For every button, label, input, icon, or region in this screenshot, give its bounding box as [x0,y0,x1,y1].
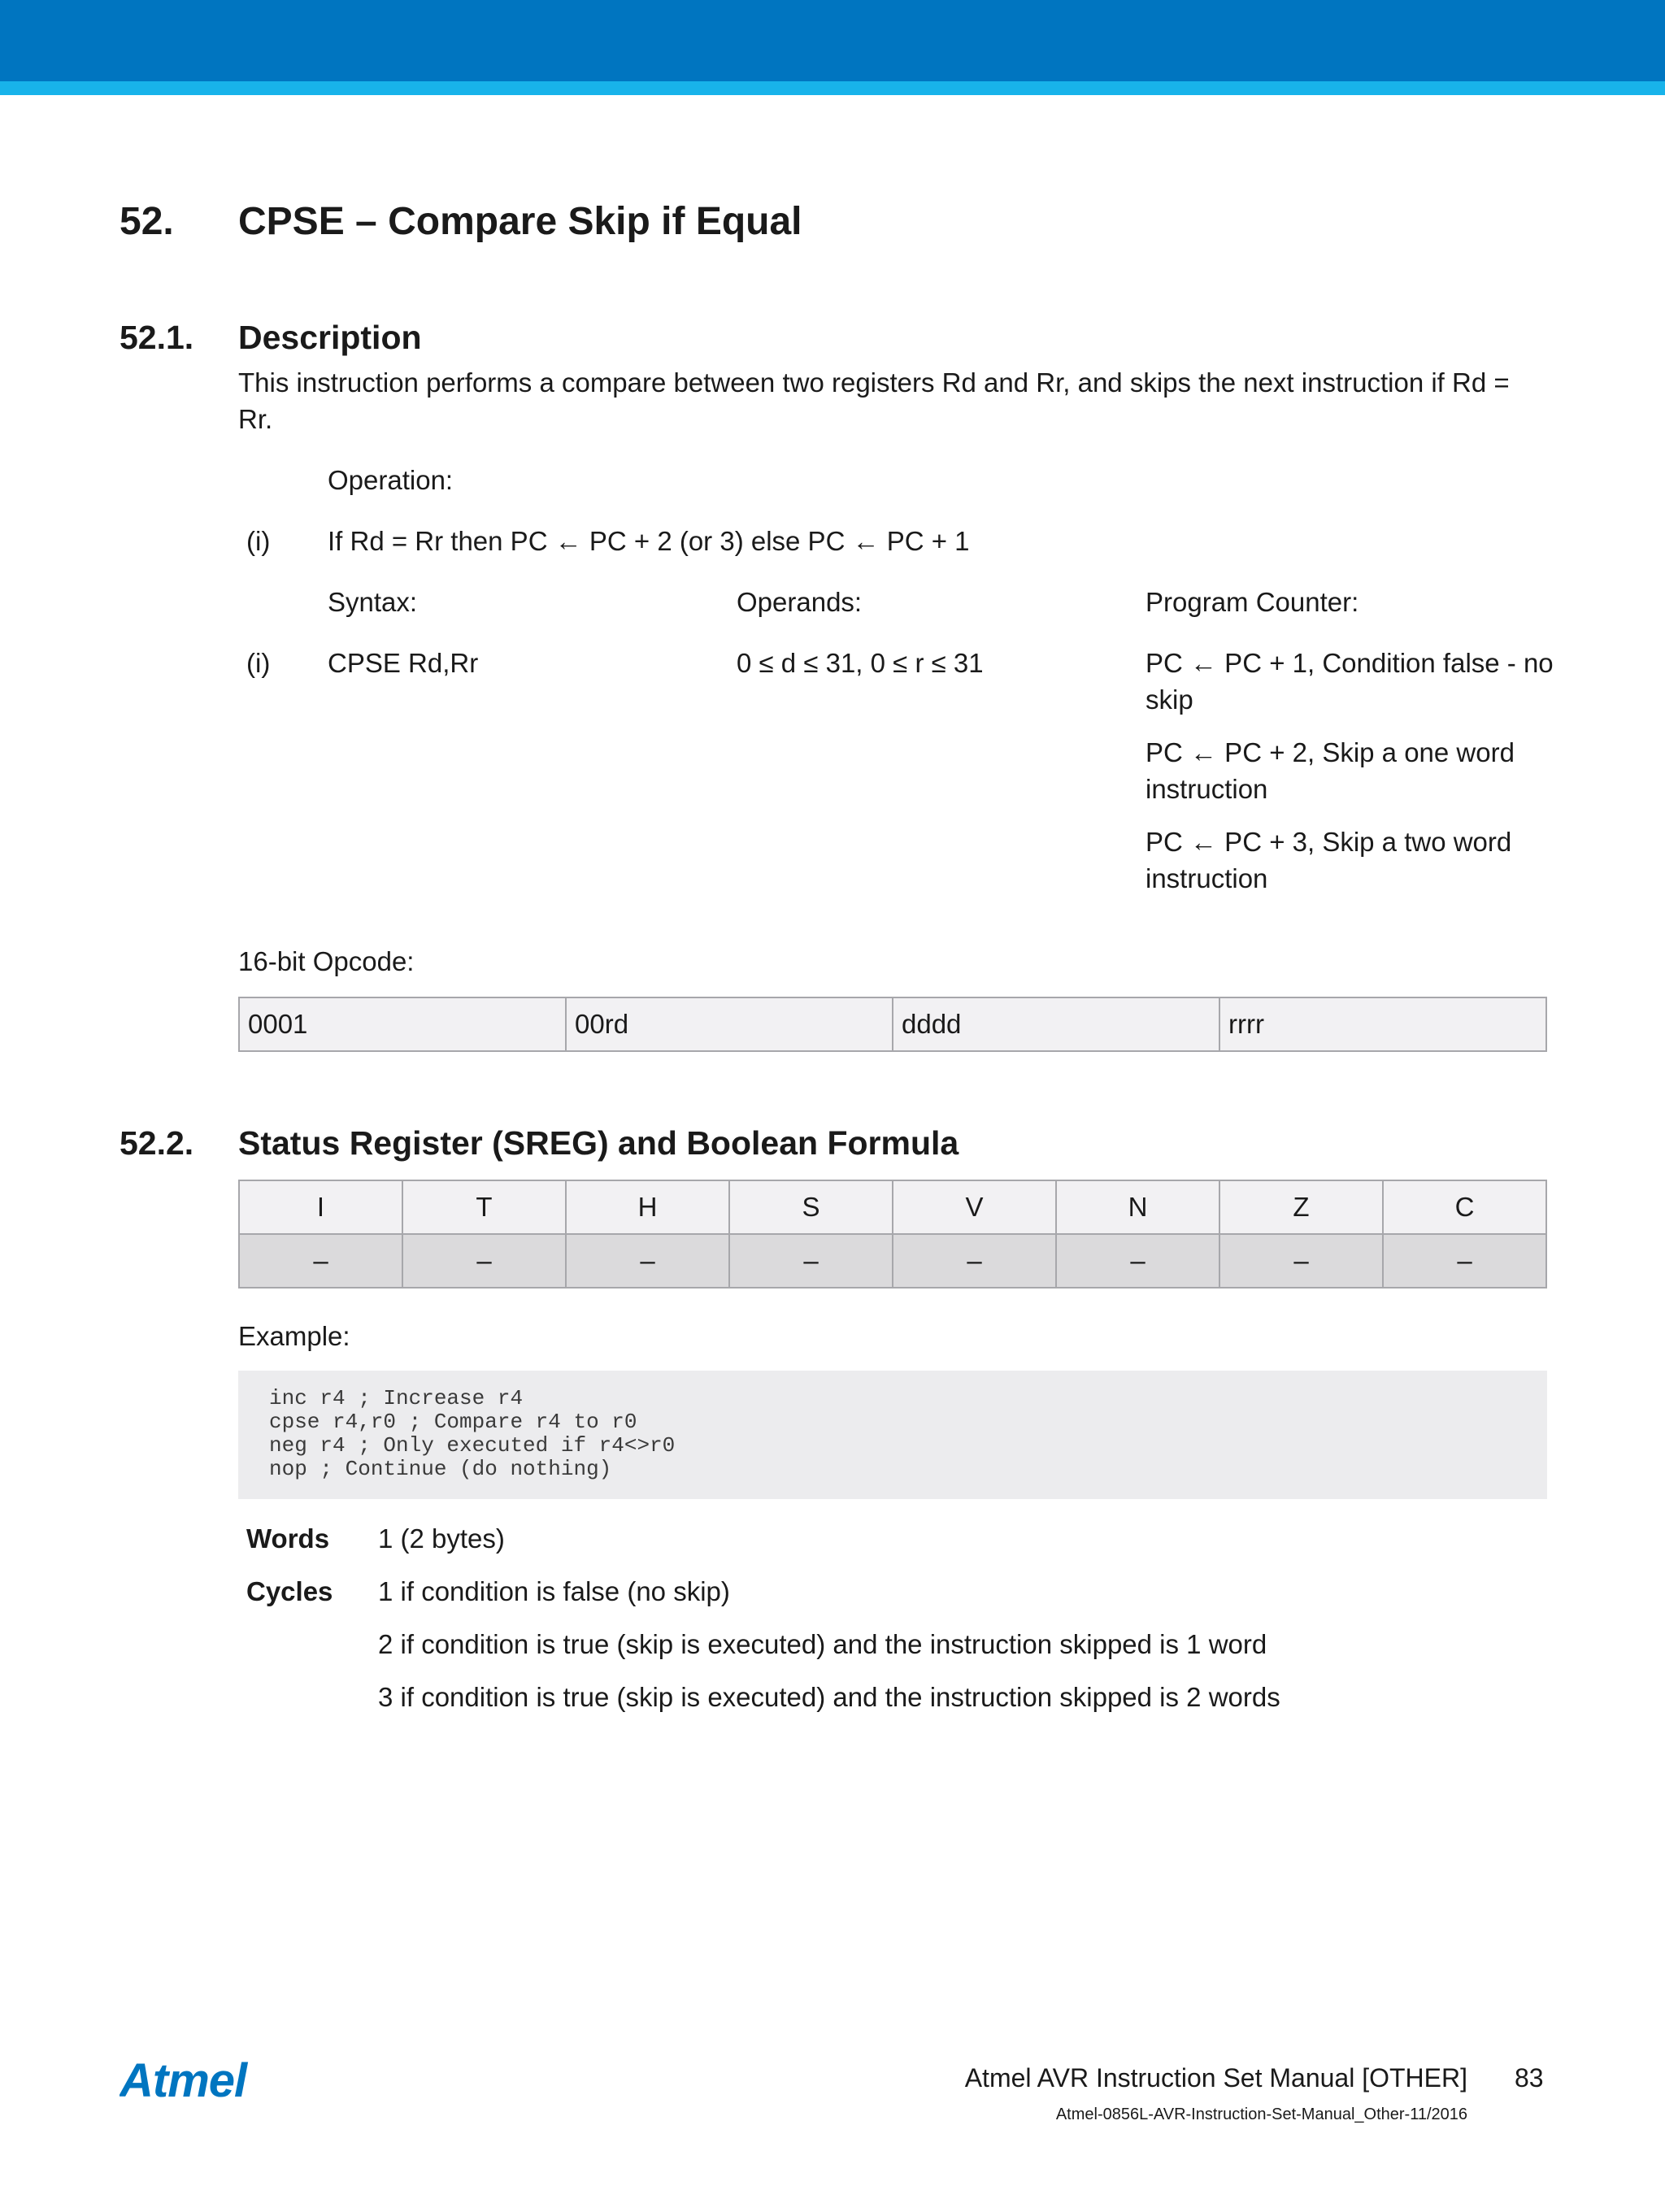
sreg-table [238,1180,1547,1289]
sreg-value-row [239,1234,1546,1288]
description-heading: Description [238,319,422,356]
operands-value: 0 ≤ d ≤ 31, 0 ≤ r ≤ 31 [737,648,984,678]
atmel-logo-mark [120,2054,282,2103]
opcode-table [238,997,1547,1052]
cycles-value: 1 if condition is false (no skip) [378,1576,730,1606]
opcode-label: 16-bit Opcode: [238,946,415,976]
program-counter-item: PC ← PC + 3, Skip a two word instruction [1146,827,1512,893]
code-line: cpse r4,r0 ; Compare r4 to r0 [269,1410,637,1434]
syntax-value: CPSE Rd,Rr [328,648,479,678]
program-counter-header: Program Counter: [1146,587,1359,617]
code-line: inc r4 ; Increase r4 [269,1386,524,1410]
sreg-flag-cell: H [566,1180,729,1234]
description-number: 52.1. [120,319,194,356]
operation-formula: If Rd = Rr then PC ← PC + 2 (or 3) else PC ← PC + 1 [328,526,970,556]
cycles-value: 2 if condition is true (skip is executed) and the instruction skipped is 1 word [378,1629,1267,1659]
sreg-number: 52.2. [120,1124,194,1162]
description-text: This instruction performs a compare between two registers Rd and Rr, and skips the next instruction if Rd = Rr. [238,367,1510,434]
sreg-value-cell: – [729,1234,893,1288]
code-line: neg r4 ; Only executed if r4<>r0 [269,1433,676,1458]
section-number: 52. [120,200,174,243]
operation-label: Operation: [328,465,454,495]
sreg-value-cell: – [566,1234,729,1288]
program-counter-list [1146,645,1560,913]
section-title: CPSE – Compare Skip if Equal [238,200,802,243]
sreg-flag-cell: N [1056,1180,1219,1234]
sreg-flag-cell: I [239,1180,402,1234]
sreg-value-cell: – [1383,1234,1546,1288]
sreg-value-cell: – [893,1234,1056,1288]
sreg-flag-row [239,1180,1546,1234]
example-label: Example: [238,1321,350,1351]
operation-index: (i) [246,526,271,556]
cycles-label: Cycles [246,1576,333,1606]
program-counter-item: PC ← PC + 1, Condition false - no skip [1146,648,1554,715]
syntax-row-index: (i) [246,648,271,678]
footer-manual-title: Atmel AVR Instruction Set Manual [OTHER] [964,2063,1467,2092]
atmel-logo [120,2054,282,2103]
sreg-flag-cell: V [893,1180,1056,1234]
sreg-flag-cell: Z [1219,1180,1383,1234]
opcode-cell: 0001 [239,997,566,1051]
words-label: Words [246,1523,330,1554]
program-counter-item: PC ← PC + 2, Skip a one word instruction [1146,737,1515,804]
header-accent-stripe [0,81,1665,95]
words-value: 1 (2 bytes) [378,1523,505,1554]
footer-doc-id: Atmel-0856L-AVR-Instruction-Set-Manual_Other-11/2016 [1055,2106,1467,2123]
sreg-value-cell: – [239,1234,402,1288]
sreg-heading: Status Register (SREG) and Boolean Formula [238,1124,959,1162]
sreg-value-cell: – [1056,1234,1219,1288]
sreg-flag-cell: C [1383,1180,1546,1234]
sreg-flag-cell: S [729,1180,893,1234]
syntax-header: Syntax: [328,587,418,617]
sreg-value-cell: – [1219,1234,1383,1288]
cycles-value: 3 if condition is true (skip is executed) and the instruction skipped is 2 words [378,1682,1280,1712]
code-line: nop ; Continue (do nothing) [269,1457,612,1481]
opcode-cell: rrrr [1219,997,1546,1051]
code-block [238,1371,1547,1499]
opcode-cell: dddd [893,997,1219,1051]
header-band [0,0,1665,81]
operands-header: Operands: [737,587,863,617]
opcode-cell: 00rd [566,997,893,1051]
sreg-value-cell: – [402,1234,566,1288]
footer-page-number: 83 [1515,2063,1544,2092]
sreg-flag-cell: T [402,1180,566,1234]
svg-text:Atmel: Atmel [120,2054,247,2103]
